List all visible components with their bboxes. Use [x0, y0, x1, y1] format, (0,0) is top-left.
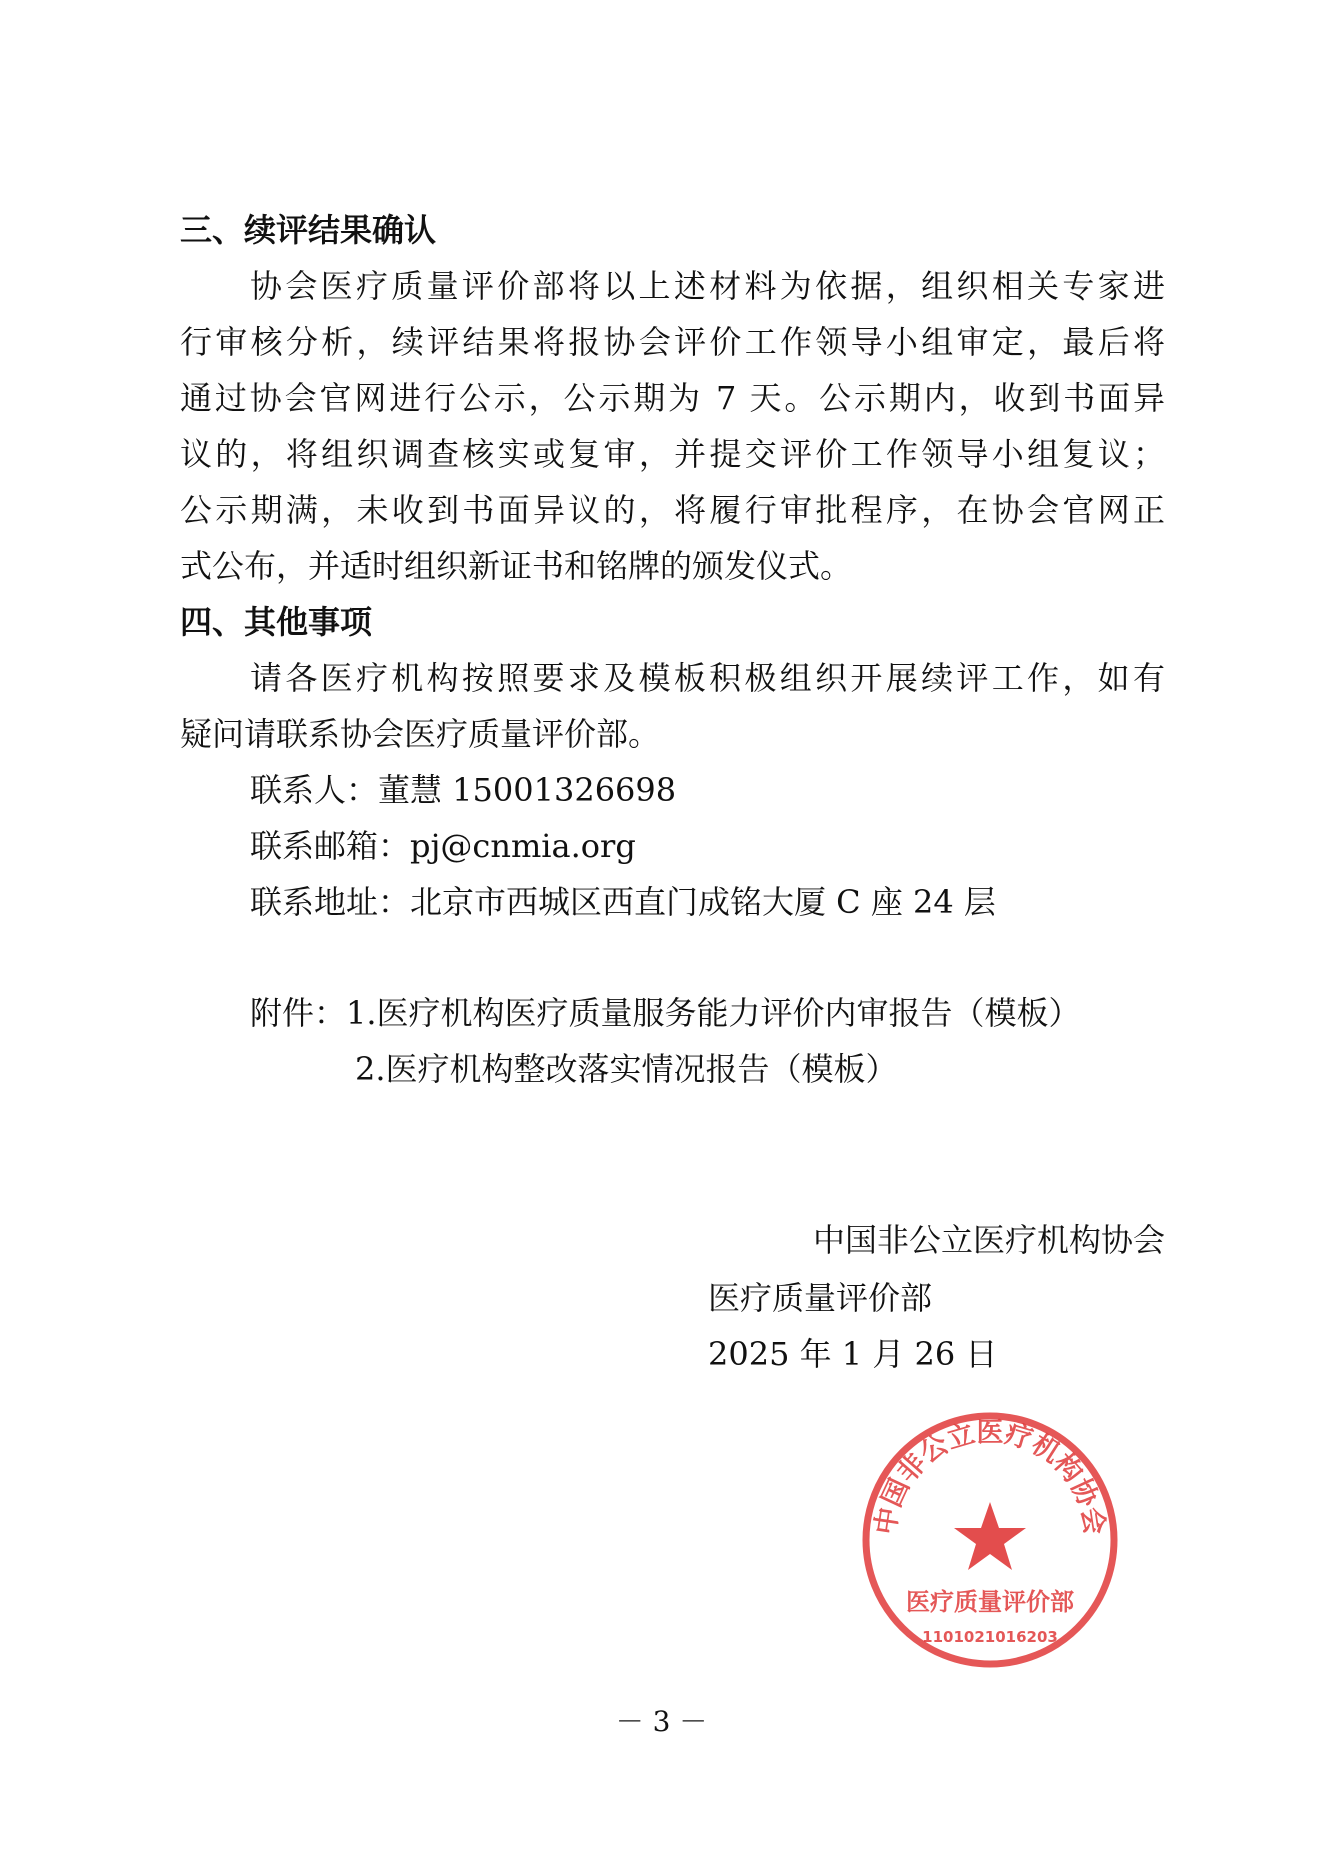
section3-line-2: 行审核分析，续评结果将报协会评价工作领导小组审定，最后将: [180, 323, 1165, 361]
section3-line-5: 公示期满，未收到书面异议的，将履行审批程序，在协会官网正: [180, 491, 1165, 529]
attachment-2: 2.医疗机构整改落实情况报告（模板）: [355, 1050, 898, 1088]
seal-number: 1101021016203: [922, 1628, 1058, 1646]
seal-outer-text: 中国非公立医疗机构协会: [870, 1417, 1110, 1537]
contact-email: 联系邮箱：pj@cnmia.org: [250, 827, 636, 865]
section3-line-3: 通过协会官网进行公示，公示期为 7 天。公示期内，收到书面异: [180, 379, 1165, 417]
official-seal: [860, 1410, 1120, 1670]
signature-dept: 医疗质量评价部: [708, 1279, 933, 1317]
contact-person: 联系人：董慧 15001326698: [250, 771, 677, 809]
page-number: － 3 －: [615, 1705, 708, 1738]
section4-line-2: 疑问请联系协会医疗质量评价部。: [180, 715, 661, 753]
section3-line-4: 议的，将组织调查核实或复审，并提交评价工作领导小组复议；: [180, 435, 1165, 473]
signature-date: 2025 年 1 月 26 日: [708, 1335, 998, 1373]
attachment-1: 附件：1.医疗机构医疗质量服务能力评价内审报告（模板）: [250, 994, 1081, 1032]
contact-address: 联系地址：北京市西城区西直门成铭大厦 C 座 24 层: [250, 883, 996, 921]
section3-line-1: 协会医疗质量评价部将以上述材料为依据，组织相关专家进: [250, 267, 1165, 305]
section3-heading: 三、续评结果确认: [180, 211, 437, 249]
section3-line-6: 式公布，并适时组织新证书和铭牌的颁发仪式。: [180, 547, 853, 585]
section4-line-1: 请各医疗机构按照要求及模板积极组织开展续评工作，如有: [250, 659, 1165, 697]
seal-star-icon: [954, 1502, 1026, 1570]
signature-org: 中国非公立医疗机构协会: [812, 1221, 1165, 1259]
seal-inner-text: 医疗质量评价部: [906, 1588, 1074, 1616]
section4-heading: 四、其他事项: [180, 603, 373, 641]
